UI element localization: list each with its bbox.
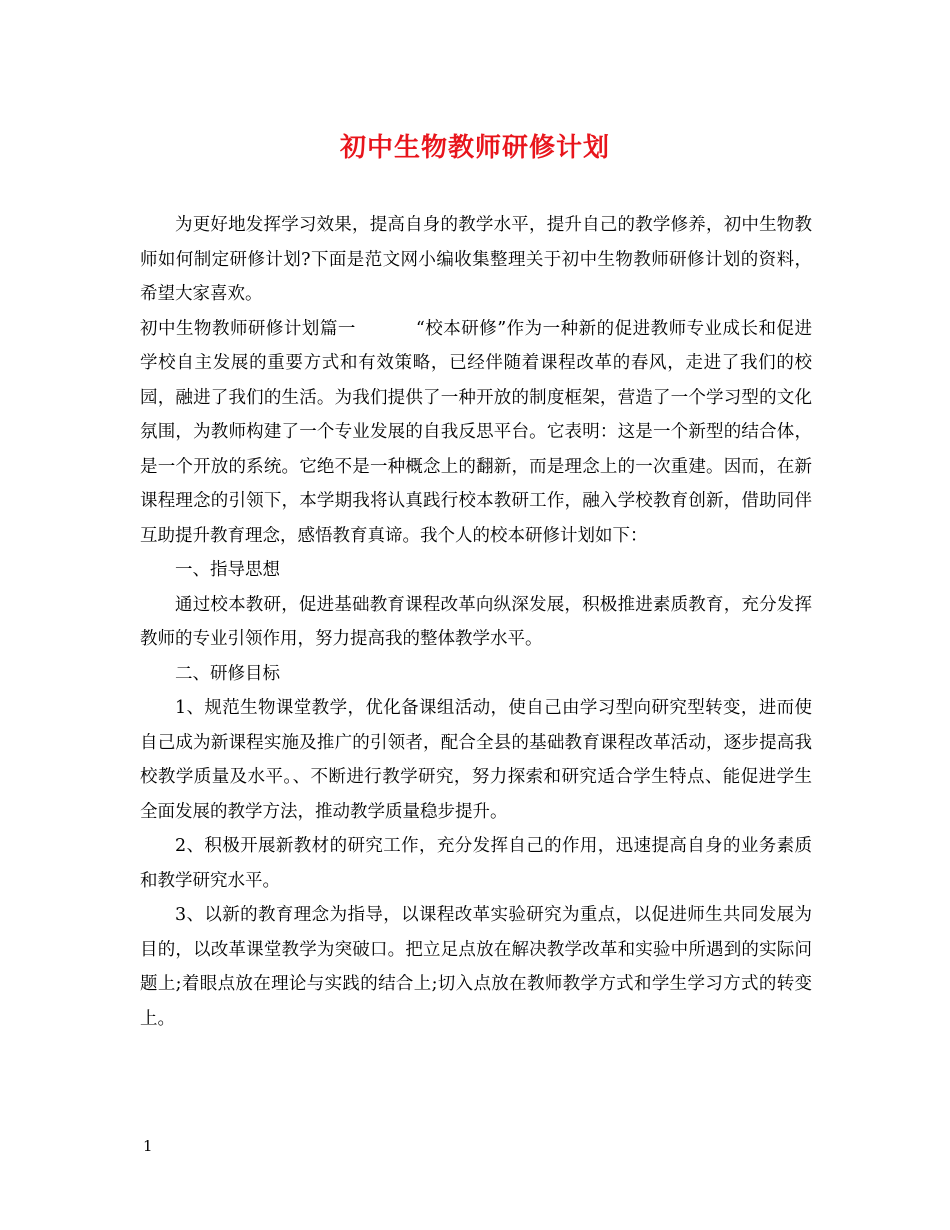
article-lead-text: “校本研修”作为一种新的促进教师专业成长和促进学校自主发展的重要方式和有效策略，已经伴随着课程改革的春风，走进了我们的校园，融进了我们的生活。为我们提供了一种开放的制度框架，营造了一个学习型的文化氛围，为教师构建了一个专业发展的自我反思平台。它表明：这是一个新型的结合体，是一个开放的系统。它绝不是一种概念上的翻新，而是理念上的一次重建。因而，在新课程理念的引领下，本学期我将认真践行校本教研工作，融入学校教育创新，借助同伴互助提升教育理念，感悟教育真谛。我个人的校本研修计划如下： bbox=[140, 318, 812, 546]
goal-item-3: 3、以新的教育理念为指导，以课程改革实验研究为重点，以促进师生共同发展为目的，以改革课堂教学为突破口。把立足点放在解决教学改革和实验中所遇到的实际问题上;着眼点放在理论与实践的结合上;切入点放在教师教学方式和学生学习方式的转变上。 bbox=[140, 905, 812, 1029]
section-paragraph-1 bbox=[140, 312, 812, 554]
document-title: 初中生物教师研修计划 bbox=[339, 133, 610, 163]
article-lead-title: 初中生物教师研修计划篇一 bbox=[140, 318, 356, 339]
document-body bbox=[140, 208, 812, 1036]
page-number: 1 bbox=[143, 1137, 153, 1155]
heading-guiding-ideology: 一、指导思想 bbox=[175, 560, 280, 580]
goal-item-2: 2、积极开展新教材的研究工作，充分发挥自己的作用，迅速提高自身的业务素质和教学研究水平。 bbox=[140, 836, 812, 891]
heading-research-goals: 二、研修目标 bbox=[175, 663, 280, 684]
guiding-ideology-paragraph: 通过校本教研，促进基础教育课程改革向纵深发展，积极推进素质教育，充分发挥教师的专业引领作用，努力提高我的整体教学水平。 bbox=[140, 594, 812, 649]
intro-paragraph: 为更好地发挥学习效果，提高自身的教学水平，提升自己的教学修养，初中生物教师如何制定研修计划?下面是范文网小编收集整理关于初中生物教师研修计划的资料，希望大家喜欢。 bbox=[140, 215, 812, 304]
goal-item-1: 1、规范生物课堂教学，优化备课组活动，使自己由学习型向研究型转变，进而使自己成为新课程实施及推广的引领者，配合全县的基础教育课程改革活动，逐步提高我校教学质量及水平。、不断进行教学研究，努力探索和研究适合学生特点、能促进学生全面发展的教学方法，推动教学质量稳步提升。 bbox=[140, 698, 812, 822]
